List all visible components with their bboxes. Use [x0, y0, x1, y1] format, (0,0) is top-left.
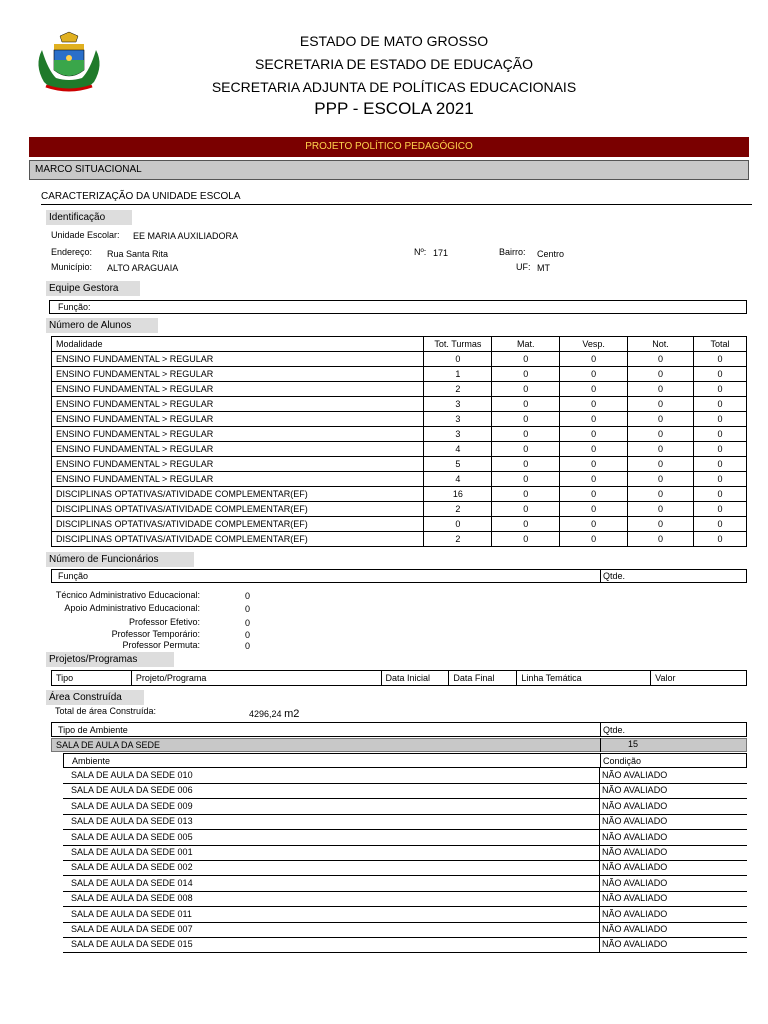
alunos-value-cell: 0: [492, 472, 560, 487]
alunos-value-cell: 0: [492, 367, 560, 382]
projetos-header-row: [52, 671, 747, 686]
alunos-modalidade-cell: ENSINO FUNDAMENTAL > REGULAR: [52, 367, 424, 382]
funcionario-label: Professor Permuta:: [122, 640, 200, 650]
ambiente-nome: SALA DE AULA DA SEDE 002: [71, 862, 193, 873]
ambiente-nome: SALA DE AULA DA SEDE 013: [71, 816, 193, 827]
alunos-title: Número de Alunos: [46, 318, 158, 333]
equipe-title: Equipe Gestora: [46, 281, 140, 296]
alunos-value-cell: 0: [694, 457, 747, 472]
alunos-value-cell: 2: [424, 382, 492, 397]
funcionarios-qtde-label: Qtde.: [603, 571, 626, 581]
ambiente-nome: SALA DE AULA DA SEDE 009: [71, 800, 193, 811]
alunos-row: [52, 457, 747, 472]
ambiente-nome: SALA DE AULA DA SEDE 010: [71, 770, 193, 780]
alunos-value-cell: 0: [560, 352, 628, 367]
alunos-value-cell: 0: [628, 367, 694, 382]
ambiente-separator: [599, 799, 600, 814]
alunos-value-cell: 0: [560, 427, 628, 442]
caracterizacao-divider: [41, 204, 752, 205]
uf-label: UF:: [516, 262, 531, 272]
equipe-funcao-box: [49, 300, 747, 314]
ambiente-tipo-row: [51, 738, 747, 752]
alunos-header-cell: Total: [694, 337, 747, 352]
alunos-value-cell: 0: [560, 532, 628, 547]
alunos-value-cell: 2: [424, 502, 492, 517]
projetos-table: [51, 670, 747, 686]
header-ppp-title: PPP - ESCOLA 2021: [314, 99, 474, 118]
alunos-value-cell: 0: [560, 472, 628, 487]
alunos-row: [52, 367, 747, 382]
equipe-funcao-label: Função:: [58, 302, 91, 312]
alunos-value-cell: 0: [492, 352, 560, 367]
alunos-row: [52, 487, 747, 502]
alunos-header-cell: Tot. Turmas: [424, 337, 492, 352]
alunos-value-cell: 0: [492, 427, 560, 442]
alunos-value-cell: 0: [560, 412, 628, 427]
alunos-value-cell: 0: [492, 502, 560, 517]
ambiente-row: [63, 799, 747, 815]
tipo-ambiente-label: Tipo de Ambiente: [58, 725, 128, 735]
alunos-value-cell: 3: [424, 427, 492, 442]
funcionario-label: Apoio Administrativo Educacional:: [64, 603, 200, 613]
alunos-value-cell: 4: [424, 442, 492, 457]
ambiente-separator: [599, 768, 600, 783]
alunos-modalidade-cell: ENSINO FUNDAMENTAL > REGULAR: [52, 457, 424, 472]
alunos-value-cell: 0: [492, 442, 560, 457]
ambiente-condicao: NÃO AVALIADO: [602, 800, 668, 811]
alunos-value-cell: 0: [492, 457, 560, 472]
alunos-modalidade-cell: DISCIPLINAS OPTATIVAS/ATIVIDADE COMPLEMENTAR(EF): [52, 532, 424, 547]
header-state: ESTADO DE MATO GROSSO: [299, 33, 489, 49]
ambiente-separator: [599, 922, 600, 937]
alunos-value-cell: 0: [424, 517, 492, 532]
unidade-value: EE MARIA AUXILIADORA: [133, 231, 239, 241]
unidade-label: Unidade Escolar:: [51, 230, 120, 240]
alunos-modalidade-cell: ENSINO FUNDAMENTAL > REGULAR: [52, 352, 424, 367]
ambiente-separator: [599, 937, 600, 952]
funcionario-value: 0: [245, 618, 251, 628]
ambiente-separator: [599, 783, 600, 798]
alunos-row: [52, 502, 747, 517]
endereco-value: Rua Santa Rita: [107, 249, 169, 259]
funcionario-label: Professor Temporário:: [111, 629, 200, 639]
alunos-value-cell: 0: [628, 412, 694, 427]
ambiente-condicao: NÃO AVALIADO: [602, 862, 668, 873]
ambiente-separator: [599, 830, 600, 845]
ambiente-row: [63, 891, 747, 907]
tipo-ambiente-value: SALA DE AULA DA SEDE: [56, 740, 161, 750]
ambiente-row: [63, 876, 747, 892]
endereco-label: Endereço:: [51, 247, 93, 257]
area-total-label: Total de área Construída:: [55, 706, 157, 716]
ambiente-separator: [599, 907, 600, 922]
alunos-value-cell: 0: [560, 457, 628, 472]
ambiente-row: [63, 860, 747, 876]
alunos-row: [52, 397, 747, 412]
ambiente-condicao: NÃO AVALIADO: [602, 877, 668, 888]
tipo-qtde-label: Qtde.: [603, 725, 626, 735]
alunos-row: [52, 472, 747, 487]
projetos-title: Projetos/Programas: [46, 652, 174, 667]
alunos-value-cell: 0: [424, 352, 492, 367]
projetos-header-cell: Valor: [651, 671, 747, 686]
alunos-value-cell: 0: [492, 412, 560, 427]
alunos-row: [52, 532, 747, 547]
alunos-value-cell: 0: [694, 367, 747, 382]
alunos-value-cell: 2: [424, 532, 492, 547]
alunos-value-cell: 0: [694, 412, 747, 427]
alunos-row: [52, 517, 747, 532]
projetos-header-cell: Linha Temática: [517, 671, 651, 686]
ambiente-condicao: NÃO AVALIADO: [602, 770, 668, 780]
funcionario-value: 0: [245, 641, 251, 651]
alunos-value-cell: 0: [492, 532, 560, 547]
ambiente-nome: SALA DE AULA DA SEDE 008: [71, 893, 193, 904]
alunos-row: [52, 412, 747, 427]
alunos-row: [52, 382, 747, 397]
alunos-value-cell: 0: [560, 442, 628, 457]
alunos-value-cell: 4: [424, 472, 492, 487]
alunos-header-cell: Not.: [628, 337, 694, 352]
ambiente-row: [63, 922, 747, 938]
funcionario-label: Professor Efetivo:: [128, 617, 200, 627]
alunos-value-cell: 0: [560, 487, 628, 502]
alunos-value-cell: 0: [628, 427, 694, 442]
alunos-value-cell: 1: [424, 367, 492, 382]
ambiente-condicao: NÃO AVALIADO: [602, 939, 668, 950]
alunos-header-cell: Modalidade: [52, 337, 424, 352]
alunos-value-cell: 0: [694, 442, 747, 457]
ambiente-separator: [599, 845, 600, 860]
alunos-modalidade-cell: ENSINO FUNDAMENTAL > REGULAR: [52, 397, 424, 412]
alunos-value-cell: 0: [628, 532, 694, 547]
ambiente-row: [63, 830, 747, 846]
alunos-modalidade-cell: DISCIPLINAS OPTATIVAS/ATIVIDADE COMPLEMENTAR(EF): [52, 517, 424, 532]
area-total-value: [249, 708, 299, 720]
alunos-value-cell: 0: [694, 472, 747, 487]
alunos-table: [51, 336, 747, 547]
alunos-value-cell: 0: [560, 367, 628, 382]
alunos-value-cell: 0: [492, 382, 560, 397]
tipo-qtde-value: 15: [628, 739, 639, 749]
funcionario-label: Técnico Administrativo Educacional:: [55, 590, 200, 600]
alunos-modalidade-cell: ENSINO FUNDAMENTAL > REGULAR: [52, 472, 424, 487]
alunos-value-cell: 3: [424, 397, 492, 412]
ambiente-condicao: NÃO AVALIADO: [602, 831, 668, 842]
ambiente-condicao: NÃO AVALIADO: [602, 785, 668, 796]
alunos-modalidade-cell: DISCIPLINAS OPTATIVAS/ATIVIDADE COMPLEMENTAR(EF): [52, 487, 424, 502]
alunos-value-cell: 0: [628, 517, 694, 532]
alunos-value-cell: 16: [424, 487, 492, 502]
projetos-header-cell: Projeto/Programa: [131, 671, 381, 686]
condicao-label: Condição: [603, 756, 642, 766]
ambiente-nome: SALA DE AULA DA SEDE 014: [71, 877, 193, 888]
alunos-value-cell: 0: [628, 352, 694, 367]
alunos-value-cell: 3: [424, 412, 492, 427]
ambiente-nome: SALA DE AULA DA SEDE 015: [71, 939, 193, 950]
caracterizacao-heading: CARACTERIZAÇÃO DA UNIDADE ESCOLA: [41, 191, 241, 202]
bairro-value: Centro: [537, 249, 565, 259]
alunos-value-cell: 0: [560, 382, 628, 397]
funcionarios-title: Número de Funcionários: [46, 552, 194, 567]
projetos-header-cell: Tipo: [52, 671, 132, 686]
alunos-value-cell: 5: [424, 457, 492, 472]
marco-situacional-bar: MARCO SITUACIONAL: [29, 160, 749, 180]
projetos-header-cell: Data Inicial: [381, 671, 449, 686]
alunos-value-cell: 0: [560, 397, 628, 412]
ambiente-tipo-header: [51, 722, 747, 737]
ambiente-condicao: NÃO AVALIADO: [602, 893, 668, 904]
alunos-value-cell: 0: [628, 397, 694, 412]
alunos-value-cell: 0: [628, 457, 694, 472]
ambiente-nome: SALA DE AULA DA SEDE 005: [71, 831, 193, 842]
funcionarios-header: [51, 569, 747, 583]
ambiente-row: [63, 768, 747, 784]
ambiente-separator: [599, 814, 600, 829]
alunos-value-cell: 0: [694, 397, 747, 412]
projetos-header-cell: Data Final: [449, 671, 517, 686]
ambiente-nome: SALA DE AULA DA SEDE 001: [71, 847, 193, 857]
alunos-row: [52, 442, 747, 457]
ambiente-condicao: NÃO AVALIADO: [602, 816, 668, 827]
alunos-value-cell: 0: [492, 517, 560, 532]
alunos-modalidade-cell: ENSINO FUNDAMENTAL > REGULAR: [52, 382, 424, 397]
ambiente-separator: [599, 876, 600, 891]
ambiente-separator: [599, 891, 600, 906]
alunos-value-cell: 0: [628, 472, 694, 487]
alunos-value-cell: 0: [694, 532, 747, 547]
ambiente-row: [63, 937, 747, 953]
uf-value: MT: [537, 263, 550, 273]
ambiente-separator: [599, 860, 600, 875]
alunos-modalidade-cell: ENSINO FUNDAMENTAL > REGULAR: [52, 412, 424, 427]
alunos-value-cell: 0: [628, 502, 694, 517]
municipio-label: Município:: [51, 262, 93, 272]
alunos-value-cell: 0: [694, 487, 747, 502]
funcionario-value: 0: [245, 604, 251, 614]
area-unit: m2: [284, 708, 300, 720]
alunos-value-cell: 0: [694, 502, 747, 517]
ambiente-row: [63, 907, 747, 923]
header-secretaria: SECRETARIA DE ESTADO DE EDUCAÇÃO: [255, 56, 533, 72]
ambiente-nome: SALA DE AULA DA SEDE 011: [71, 908, 192, 919]
banner-ppp: PROJETO POLÍTICO PEDAGÓGICO: [29, 137, 749, 157]
numero-value: 171: [433, 248, 449, 258]
funcionario-value: 0: [245, 591, 251, 601]
alunos-value-cell: 0: [560, 517, 628, 532]
area-title: Área Construída: [46, 690, 144, 705]
ambiente-row: [63, 845, 747, 861]
alunos-row: [52, 352, 747, 367]
alunos-value-cell: 0: [694, 352, 747, 367]
ambiente-condicao: NÃO AVALIADO: [602, 924, 668, 934]
alunos-value-cell: 0: [492, 487, 560, 502]
alunos-row: [52, 427, 747, 442]
funcionario-value: 0: [245, 630, 251, 640]
ambiente-row: [63, 783, 747, 799]
ambiente-condicao: NÃO AVALIADO: [602, 908, 668, 919]
ambiente-nome: SALA DE AULA DA SEDE 007: [71, 924, 193, 934]
alunos-value-cell: 0: [560, 502, 628, 517]
alunos-value-cell: 0: [628, 442, 694, 457]
alunos-header-cell: Mat.: [492, 337, 560, 352]
alunos-header-row: [52, 337, 747, 352]
header-secretaria-adjunta: SECRETARIA ADJUNTA DE POLÍTICAS EDUCACIONAIS: [211, 79, 577, 95]
identificacao-title: Identificação: [46, 210, 132, 225]
bairro-label: Bairro:: [499, 247, 526, 257]
ambiente-label: Ambiente: [72, 756, 111, 766]
alunos-value-cell: 0: [694, 427, 747, 442]
alunos-header-cell: Vesp.: [560, 337, 628, 352]
funcionarios-funcao-label: Função: [58, 571, 89, 581]
ambiente-row: [63, 814, 747, 830]
ambiente-header: [63, 753, 747, 768]
municipio-value: ALTO ARAGUAIA: [107, 263, 179, 273]
alunos-modalidade-cell: ENSINO FUNDAMENTAL > REGULAR: [52, 442, 424, 457]
alunos-value-cell: 0: [628, 487, 694, 502]
alunos-value-cell: 0: [628, 382, 694, 397]
ambiente-nome: SALA DE AULA DA SEDE 006: [71, 785, 193, 796]
ambiente-condicao: NÃO AVALIADO: [602, 847, 668, 857]
alunos-modalidade-cell: DISCIPLINAS OPTATIVAS/ATIVIDADE COMPLEMENTAR(EF): [52, 502, 424, 517]
alunos-modalidade-cell: ENSINO FUNDAMENTAL > REGULAR: [52, 427, 424, 442]
area-total-number: 4296,24: [249, 709, 282, 719]
alunos-value-cell: 0: [492, 397, 560, 412]
numero-label: Nº:: [414, 247, 427, 257]
alunos-value-cell: 0: [694, 382, 747, 397]
alunos-value-cell: 0: [694, 517, 747, 532]
